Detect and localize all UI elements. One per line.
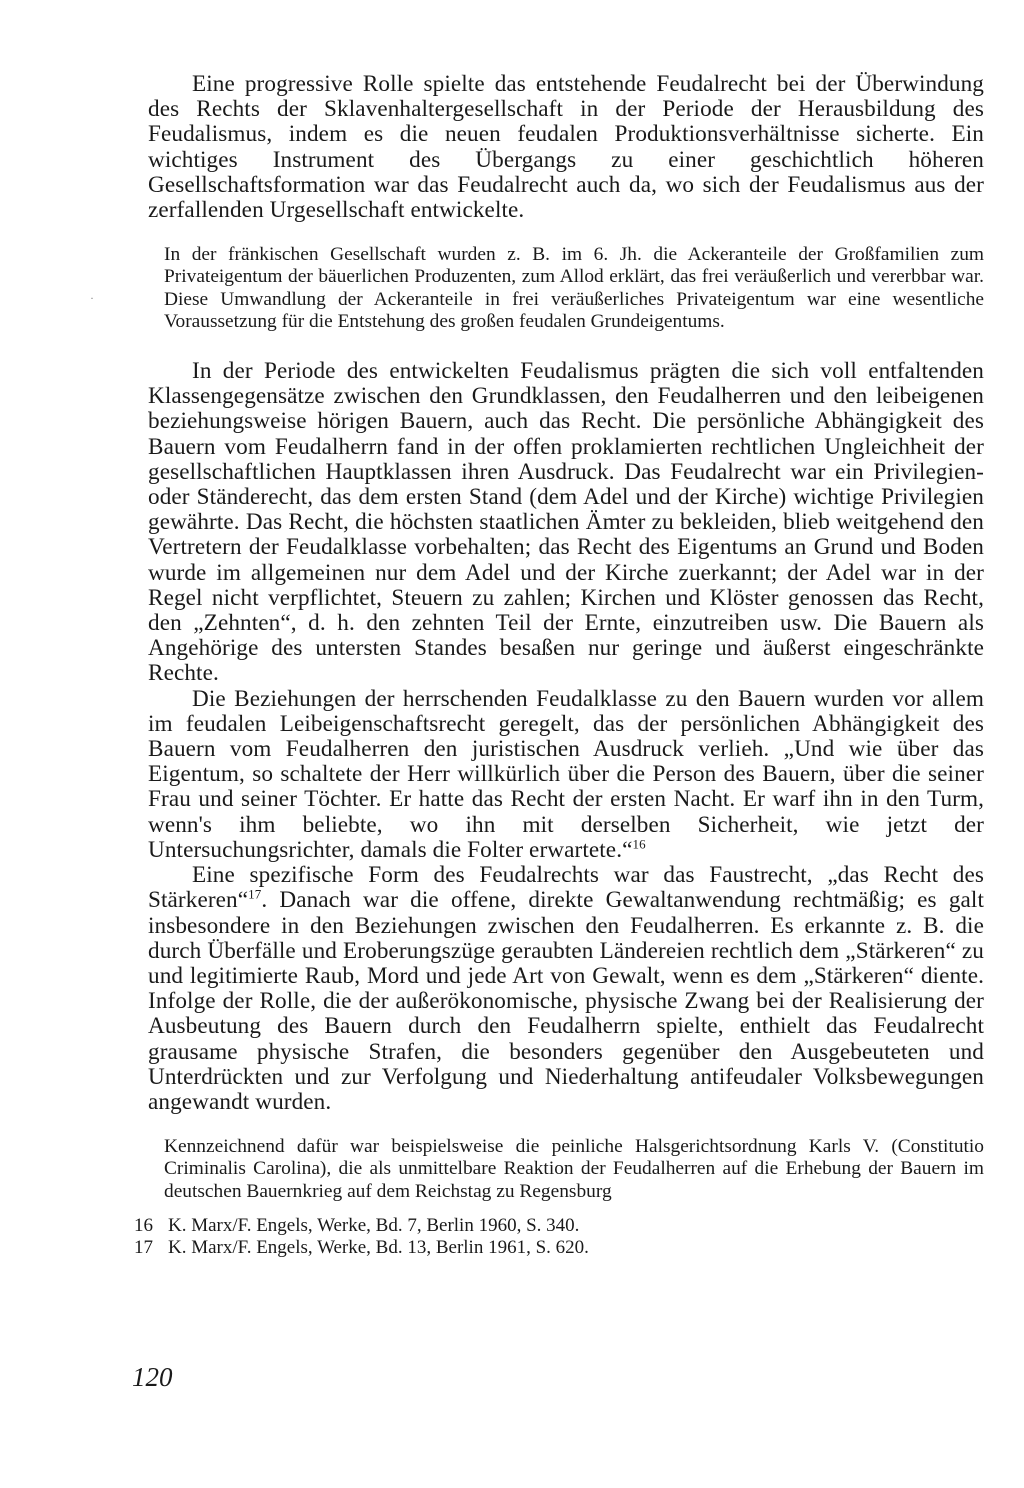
paragraph-3-text: Die Beziehungen der herrschenden Feudalklasse zu den Bauern wurden vor allem im feudalen Leibeigenschaftsrecht geregelt, das der persönlichen Abhängigkeit des Bauern vom Feudalherren den juristischen Ausdruck verlieh. „Und wie über das Eigentum, so schaltete der Herr willkürlich über die Person des Bauern, über die seiner Frau und seiner Töchter. Er hatte das Recht der ersten Nacht. Er warf ihn in den Turm, wenn's ihm beliebte, wo ihn mit derselben Sicherheit, wie jetzt der Untersuchungsrichter, damals die Folter erwartete.“ xyxy=(148,685,984,863)
footnotes xyxy=(134,1215,984,1260)
footnote-text: K. Marx/F. Engels, Werke, Bd. 13, Berlin 1961, S. 620. xyxy=(168,1237,589,1259)
paragraph-2: In der Periode des entwickelten Feudalismus prägten die sich voll entfaltenden Klassengegensätze zwischen den Grundklassen, den Feudalherren und den leibeigenen beziehungsweise hörigen Bauern, auch das Recht. Die persönliche Abhängigkeit des Bauern vom Feudalherrn fand in der offen proklamierten rechtlichen Ungleichheit der gesellschaftlichen Hauptklassen ihren Ausdruck. Das Feudalrecht war ein Privilegien- oder Ständerecht, das dem ersten Stand (dem Adel und der Kirche) wichtige Privilegien gewährte. Das Recht, die höchsten staatlichen Ämter zu bekleiden, blieb weitgehend den Vertretern der Feudalklasse vorbehalten; das Recht des Eigentums an Grund und Boden wurde im allgemeinen nur dem Adel und der Kirche zuerkannt; der Adel war in der Regel nicht verpflichtet, Steuern zu zahlen; Kirchen und Klöster genossen das Recht, den „Zehnten“, d. h. den zehnten Teil der Ernte, einzutreiben usw. Die Bauern als Angehörige des untersten Standes besaßen nur geringe und äußerst eingeschränkte Rechte. xyxy=(148,358,984,687)
footnote-text: K. Marx/F. Engels, Werke, Bd. 7, Berlin 1960, S. 340. xyxy=(168,1214,580,1236)
footnote-number: 17 xyxy=(134,1237,153,1259)
footnote-ref-17: 17 xyxy=(248,886,262,902)
page-body xyxy=(134,71,984,1260)
paragraph-1: Eine progressive Rolle spielte das entstehende Feudalrecht bei der Überwindung des Rechts der Sklavenhaltergesellschaft in der Periode der Herausbildung des Feudalismus, indem es die neuen feudalen Produktionsverhältnisse sicherte. Ein wichtiges Instrument des Übergangs zu einer geschichtlich höheren Gesellschaftsformation war das Feudalrecht auch da, wo sich der Feudalismus aus der zerfallenden Urgesellschaft entwickelte. xyxy=(148,71,984,224)
indented-note-2: Kennzeichnend dafür war beispielsweise die peinliche Halsgerichtsordnung Karls V. (Constitutio Criminalis Carolina), die als unmittelbare Reaktion der Feudalherren auf die Erhebung der Bauern im deutschen Bauernkrieg auf dem Reichstag zu Regensburg xyxy=(164,1136,984,1202)
paragraph-4-text-b: . Danach war die offene, direkte Gewaltanwendung rechtmäßig; es galt insbesondere in den Beziehungen zwischen den Feudalherren. Es erkannte z. B. die durch Überfälle und Eroberungszüge geraubten Ländereien rechtlich dem „Stärkeren“ zu und legitimierte Raub, Mord und jede Art von Gewalt, wenn es dem „Stärkeren“ diente. Infolge der Rolle, die der außerökonomische, physische Zwang bei der Realisierung der Ausbeutung des Bauern durch den Feudalherrn spielte, enthielt das Feudalrecht grausame physische Strafen, die besonders gegenüber den Ausgebeuteten und Unterdrückten und zur Verfolgung und Niederhaltung antifeudaler Volksbewegungen angewandt wurden. xyxy=(148,887,984,1115)
footnote-17 xyxy=(134,1237,984,1260)
footnote-16 xyxy=(134,1215,984,1238)
paragraph-3 xyxy=(148,687,984,863)
page-number: 120 xyxy=(132,1362,173,1392)
footnote-ref-16: 16 xyxy=(632,836,646,852)
footnote-number: 16 xyxy=(134,1214,153,1236)
paragraph-4 xyxy=(148,863,984,1115)
indented-note-1: In der fränkischen Gesellschaft wurden z. B. im 6. Jh. die Ackeranteile der Großfamilien zum Privateigentum der bäuerlichen Produzenten, zum Allod erklärt, das frei veräußerlich und vererbbar war. Diese Umwandlung der Ackeranteile in frei veräußerliches Privateigentum war eine wesentliche Voraussetzung für die Entstehung des großen feudalen Grundeigentums. xyxy=(164,244,984,332)
paragraph-4-text-a: Eine spezifische Form des Feudalrechts war das Faustrecht, „das Recht des Stärkeren“ xyxy=(148,862,984,914)
scan-speck: · xyxy=(90,291,94,305)
